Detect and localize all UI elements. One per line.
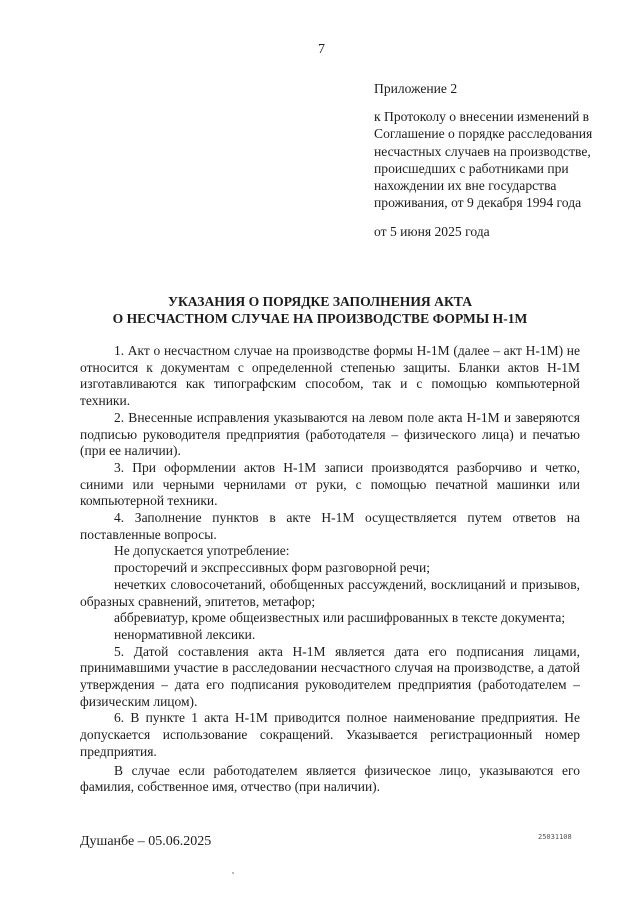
paragraph-1: 1. Акт о несчастном случае на производстве формы Н-1М (далее – акт Н-1М) не относится к документам с определенной степенью защиты. Бланки актов Н-1М изготавливаются как типографским способом, так и с помощью компьютерной техники. [80, 343, 580, 409]
page-number: 7 [318, 42, 325, 57]
paragraph-prohibition-item: аббревиатур, кроме общеизвестных или расшифрованных в тексте документа; [114, 610, 566, 626]
paragraph-6: 6. В пункте 1 акта Н-1М приводится полное наименование предприятия. Не допускается использование сокращений. Указывается регистрационный номер предприятия. [80, 710, 580, 759]
appendix-block [374, 80, 594, 241]
footer-document-code: 25031108 [538, 833, 572, 841]
document-body [80, 343, 580, 796]
paragraph-4: 4. Заполнение пунктов в акте Н-1М осуществляется путем ответов на поставленные вопросы. [80, 510, 580, 542]
paragraph-3: 3. При оформлении актов Н-1М записи производятся разборчиво и четко, синими или черными чернилами от руки, с помощью печатной машинки или компьютерной техники. [80, 459, 580, 509]
paragraph-prohibition-item: ненормативной лексики. [114, 626, 256, 642]
footer-city-date: Душанбе – 05.06.2025 [80, 834, 212, 849]
appendix-body: к Протоколу о внесении изменений в Соглашение о порядке расследования несчастных случаев на производстве, происшедших с работниками при нахождении их вне государства проживания, от 9 декабря 1994 года [374, 109, 593, 211]
paragraph-2: 2. Внесенные исправления указываются на левом поле акта Н-1М и заверяются подписью руководителя предприятия (работодателя – физического лица) и печатью (при ее наличии). [80, 409, 580, 459]
document-title-line-2: О НЕСЧАСТНОМ СЛУЧАЕ НА ПРОИЗВОДСТВЕ ФОРМЫ Н-1М [112, 311, 528, 326]
appendix-date: от 5 июня 2025 года [374, 224, 490, 240]
paragraph-5: 5. Датой составления акта Н-1М является дата его подписания лицами, принимавшими участие в расследовании несчастного случая на производстве, а датой утверждения – дата его подписания руководителем предприятия (работодателем – физическим лицом). [80, 643, 580, 709]
paragraph-prohibition-intro: Не допускается употребление: [114, 543, 290, 559]
document-title [60, 293, 580, 327]
paragraph-employer-individual: В случае если работодателем является физическое лицо, указываются его фамилия, собственное имя, отчество (при наличии). [80, 762, 580, 795]
scan-speck [232, 872, 234, 874]
document-title-line-1: УКАЗАНИЯ О ПОРЯДКЕ ЗАПОЛНЕНИЯ АКТА [167, 294, 473, 309]
appendix-title: Приложение 2 [374, 81, 458, 96]
paragraph-prohibition-item: нечетких словосочетаний, обобщенных рассуждений, восклицаний и призывов, образных сравнений, эпитетов, метафор; [80, 576, 580, 609]
paragraph-prohibition-item: просторечий и экспрессивных форм разговорной речи; [114, 560, 430, 576]
